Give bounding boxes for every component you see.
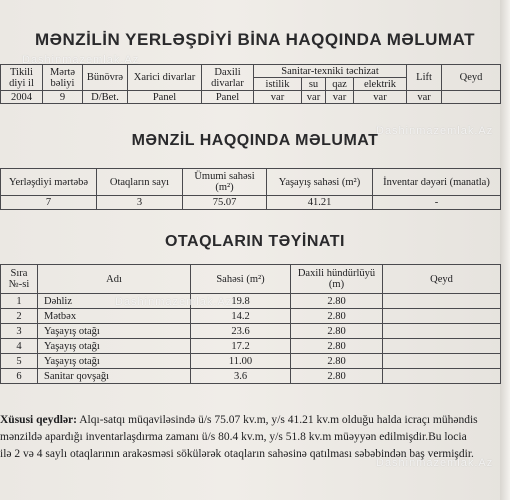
- cell-gas: var: [326, 91, 354, 104]
- cell-note: [383, 324, 501, 339]
- header-electric: elektrik: [354, 78, 407, 91]
- header-floor: Yerləşdiyi mərtəbə: [1, 169, 97, 196]
- cell-inner-walls: Panel: [202, 91, 254, 104]
- header-inner-walls: Daxili divarlar: [202, 65, 254, 91]
- cell-name: Sanitar qovşağı: [38, 369, 191, 384]
- building-info-title: MƏNZİLİN YERLƏŞDİYİ BİNA HAQQINDA MƏLUMAT: [34, 30, 475, 49]
- cell-area: 3.6: [191, 369, 291, 384]
- cell-name: Yaşayış otağı: [38, 339, 191, 354]
- notes-line-1: Alqı-satqı müqaviləsində ü/s 75.07 kv.m, y/s 41.21 kv.m olduğu halda icraçı mühəndis: [79, 414, 478, 426]
- cell-area: 14.2: [191, 309, 291, 324]
- cell-area: 11.00: [191, 354, 291, 369]
- rooms-title: OTAQLARIN TƏYİNATI: [164, 233, 345, 250]
- header-lift: Lift: [407, 65, 442, 91]
- cell-height: 2.80: [291, 324, 383, 339]
- cell-height: 2.80: [291, 309, 383, 324]
- header-outer-walls: Xarici divarlar: [128, 65, 202, 91]
- cell-area: 19.8: [191, 294, 291, 309]
- cell-inventory-value: -: [373, 196, 501, 210]
- cell-height: 2.80: [291, 354, 383, 369]
- header-year: Tikili diyi il: [1, 65, 43, 91]
- header-heating: istilik: [254, 78, 302, 91]
- table-row: [1, 309, 501, 324]
- cell-water: var: [302, 91, 326, 104]
- watermark: Dashinmazemlak.Az: [376, 125, 494, 137]
- cell-note: [383, 369, 501, 384]
- cell-floor: 7: [1, 196, 97, 210]
- cell-note: [383, 309, 501, 324]
- cell-electric: var: [354, 91, 407, 104]
- table-row: [1, 339, 501, 354]
- table-row: [1, 196, 501, 210]
- cell-area: 23.6: [191, 324, 291, 339]
- table-row: [1, 294, 501, 309]
- table-row: [1, 91, 501, 104]
- table-row: [1, 354, 501, 369]
- cell-num: 6: [1, 369, 38, 384]
- cell-heating: var: [254, 91, 302, 104]
- header-foundation: Bünövrə: [83, 65, 128, 91]
- cell-height: 2.80: [291, 369, 383, 384]
- header-height: Daxili hündürlüyü (m): [291, 265, 383, 294]
- apartment-info-title: MƏNZİL HAQQINDA MƏLUMAT: [131, 132, 379, 149]
- cell-num: 4: [1, 339, 38, 354]
- rooms-table: [0, 264, 501, 384]
- header-living-area: Yaşayış sahəsi (m²): [267, 169, 373, 196]
- building-info-table: [0, 64, 501, 104]
- cell-note: [383, 354, 501, 369]
- header-num: Sıra №-si: [1, 265, 38, 294]
- cell-living-area: 41.21: [267, 196, 373, 210]
- cell-outer-walls: Panel: [128, 91, 202, 104]
- cell-area: 17.2: [191, 339, 291, 354]
- header-inventory-value: İnventar dəyəri (manatla): [373, 169, 501, 196]
- cell-num: 5: [1, 354, 38, 369]
- header-note: Qeyd: [383, 265, 501, 294]
- cell-num: 1: [1, 294, 38, 309]
- header-name: Adı: [38, 265, 191, 294]
- cell-num: 2: [1, 309, 38, 324]
- watermark: Dashinmazemlak.Az: [376, 457, 494, 469]
- cell-note: [442, 91, 501, 104]
- apartment-info-table: [0, 168, 501, 210]
- cell-year: 2004: [1, 91, 43, 104]
- cell-foundation: D/Bet.: [83, 91, 128, 104]
- table-row: [1, 369, 501, 384]
- special-notes: [0, 412, 510, 463]
- notes-label: Xüsusi qeydlər:: [0, 414, 77, 426]
- table-row: [1, 324, 501, 339]
- watermark: Dashinmazemlak.Az: [115, 296, 233, 308]
- cell-rooms-count: 3: [97, 196, 183, 210]
- watermark: Dashinmazemlak.Az: [22, 54, 140, 66]
- header-gas: qaz: [326, 78, 354, 91]
- notes-line-2: mənzildə apardığı inventarlaşdırma zamanı ü/s 80.4 kv.m, y/s 51.8 kv.m müəyyən edilmişdir.Bu locia: [0, 431, 467, 443]
- header-rooms-count: Otaqların sayı: [97, 169, 183, 196]
- cell-name: Mətbəx: [38, 309, 191, 324]
- header-note: Qeyd: [442, 65, 501, 91]
- header-floors: Mərtə bəliyi: [43, 65, 83, 91]
- notes-line-3: ilə 2 və 4 saylı otaqlarının arakəsməsi sökülərək otaqların sahəsinə qatılması səbəbindən baş vermişdir.: [0, 448, 474, 460]
- cell-height: 2.80: [291, 294, 383, 309]
- cell-note: [383, 339, 501, 354]
- cell-num: 3: [1, 324, 38, 339]
- cell-name: Dəhliz: [38, 294, 191, 309]
- cell-name: Yaşayış otağı: [38, 354, 191, 369]
- cell-note: [383, 294, 501, 309]
- header-total-area: Ümumi sahəsi (m²): [183, 169, 267, 196]
- header-sanitary: Sanitar-texniki təchizat: [254, 65, 407, 78]
- cell-floors: 9: [43, 91, 83, 104]
- header-water: su: [302, 78, 326, 91]
- header-area: Sahəsi (m²): [191, 265, 291, 294]
- cell-height: 2.80: [291, 339, 383, 354]
- cell-total-area: 75.07: [183, 196, 267, 210]
- cell-lift: var: [407, 91, 442, 104]
- cell-name: Yaşayış otağı: [38, 324, 191, 339]
